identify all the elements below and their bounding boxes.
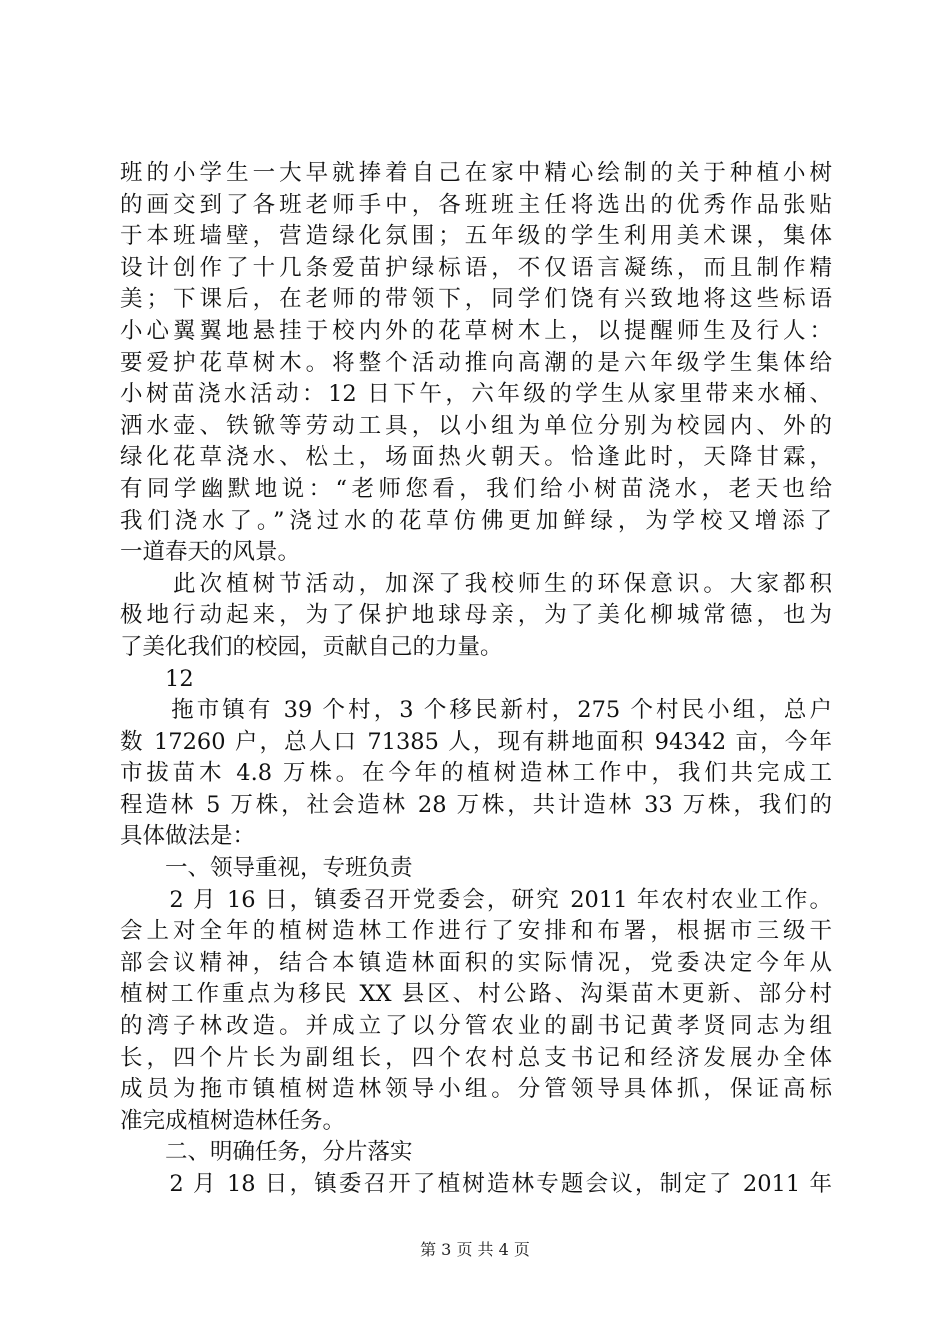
- text-line: 程造林 5 万株，社会造林 28 万株，共计造林 33 万株，我们的: [120, 791, 832, 818]
- text-line: 此次植树节活动，加深了我校师生的环保意识。大家都积: [120, 570, 832, 597]
- text-line: 准完成植树造林任务。: [120, 1107, 346, 1134]
- text-line: 要爱护花草树木。将整个活动推向高潮的是六年级学生集体给: [120, 349, 832, 376]
- text-line: 二、明确任务，分片落实: [120, 1139, 413, 1166]
- text-line: 2 月 16 日，镇委召开党委会，研究 2011 年农村农业工作。: [120, 886, 832, 913]
- text-line: 一、领导重视，专班负责: [120, 855, 413, 882]
- text-line: 小心翼翼地悬挂于校内外的花草树木上，以提醒师生及行人：: [120, 317, 832, 344]
- text-line: 12: [120, 665, 194, 692]
- text-line: 班的小学生一大早就捧着自己在家中精心绘制的关于种植小树: [120, 160, 832, 186]
- text-line: 美；下课后，在老师的带领下，同学们饶有兴致地将这些标语: [120, 286, 832, 313]
- text-line: 极地行动起来，为了保护地球母亲，为了美化柳城常德，也为: [120, 602, 832, 629]
- text-line: 有同学幽默地说：“老师您看，我们给小树苗浇水，老天也给: [120, 475, 832, 502]
- text-line: 长，四个片长为副组长，四个农村总支书记和经济发展办全体: [120, 1044, 832, 1071]
- text-line: 拖市镇有 39 个村，3 个移民新村，275 个村民小组，总户: [120, 697, 832, 724]
- body-text: [120, 158, 832, 1201]
- text-line: 具体做法是：: [120, 823, 256, 850]
- text-line: 的湾子林改造。并成立了以分管农业的副书记黄孝贤同志为组: [120, 1013, 832, 1040]
- page-footer: 第 3 页 共 4 页: [420, 1240, 530, 1259]
- text-line: 植树工作重点为移民 XX 县区、村公路、沟渠苗木更新、部分村: [120, 981, 832, 1008]
- text-line: 设计创作了十几条爱苗护绿标语，不仅语言凝练，而且制作精: [120, 254, 832, 281]
- text-line: 会上对全年的植树造林工作进行了安排和布署，根据市三级干: [120, 918, 832, 945]
- text-line: 的画交到了各班老师手中，各班班主任将选出的优秀作品张贴: [120, 191, 832, 218]
- text-line: 了美化我们的校园，贡献自己的力量。: [120, 633, 503, 660]
- text-line: 部会议精神，结合本镇造林面积的实际情况，党委决定今年从: [120, 949, 832, 976]
- text-line: 市拔苗木 4.8 万株。在今年的植树造林工作中，我们共完成工: [120, 760, 832, 787]
- text-line: 小树苗浇水活动：12 日下午，六年级的学生从家里带来水桶、: [120, 381, 832, 408]
- text-line: 2 月 18 日，镇委召开了植树造林专题会议，制定了 2011 年: [120, 1171, 832, 1197]
- text-line: 洒水壶、铁锨等劳动工具，以小组为单位分别为校园内、外的: [120, 412, 832, 439]
- text-line: 数 17260 户，总人口 71385 人，现有耕地面积 94342 亩，今年: [120, 728, 832, 755]
- text-line: 于本班墙壁，营造绿化氛围；五年级的学生利用美术课，集体: [120, 223, 832, 250]
- text-line: 一道春天的风景。: [120, 539, 301, 566]
- text-line: 我们浇水了。”浇过水的花草仿佛更加鲜绿，为学校又增添了: [120, 507, 832, 534]
- text-line: 成员为拖市镇植树造林领导小组。分管领导具体抓，保证高标: [120, 1076, 832, 1103]
- text-line: 绿化花草浇水、松土，场面热火朝天。恰逢此时，天降甘霖，: [120, 444, 832, 471]
